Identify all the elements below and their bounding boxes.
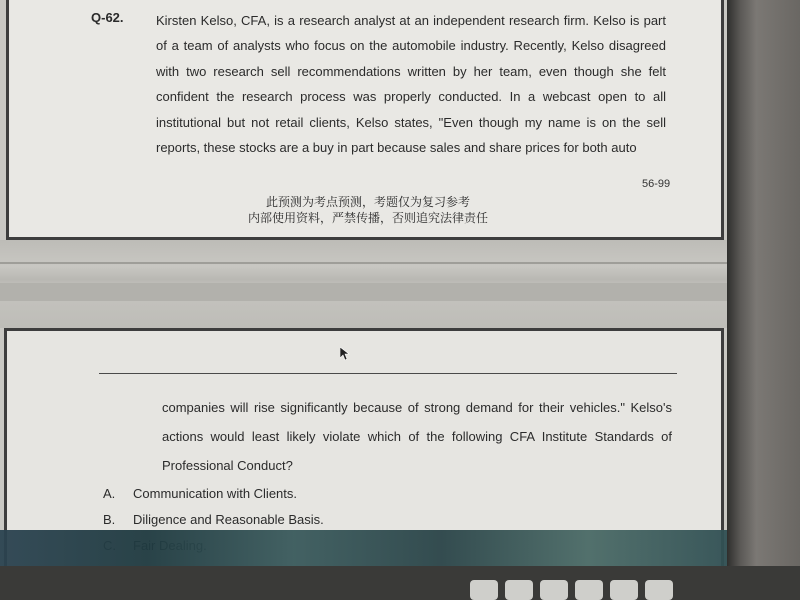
confidentiality-notice	[9, 194, 727, 226]
dock-app-icon[interactable]	[610, 580, 638, 600]
dock-app-icon[interactable]	[540, 580, 568, 600]
question-number: Q-62.	[91, 10, 124, 25]
desktop-dock	[0, 530, 735, 566]
page-number: 56-99	[642, 178, 671, 190]
header-rule	[99, 373, 677, 374]
option-text: Diligence and Reasonable Basis.	[133, 512, 324, 527]
page-gap-line	[0, 262, 735, 264]
monitor-bezel-right	[727, 0, 800, 600]
monitor-bezel-bottom	[0, 566, 800, 600]
page-gap-strip	[0, 283, 735, 301]
notice-line: 此预测为考点预测，考题仅为复习参考	[265, 195, 470, 209]
notice-line: 内部使用资料，严禁传播，否则追究法律责任	[247, 211, 488, 225]
mouse-cursor-icon	[340, 347, 350, 361]
dock-app-icon[interactable]	[470, 580, 498, 600]
option-text: Communication with Clients.	[133, 486, 298, 501]
dock-app-icon[interactable]	[505, 580, 533, 600]
option-letter: B.	[103, 512, 116, 527]
dock-app-icon[interactable]	[575, 580, 603, 600]
option-letter: A.	[103, 486, 116, 501]
question-text: Kirsten Kelso, CFA, is a research analyst at an independent research firm. Kelso is part of a team of analysts who focus on the automobile industry. Recently, Kelso disagreed with two research sell recommendations written by her team, even though she felt confident the research process was properly conducted. In a webcast open to all institutional but not retail clients, Kelso states, "Even though my name is on the sell reports, these stocks are a buy in part because sales and share prices for both auto	[156, 13, 666, 156]
document-page-top	[6, 0, 724, 240]
dock-app-icon[interactable]	[645, 580, 673, 600]
question-continuation: companies will rise significantly because of strong demand for their vehicles." Kelso's actions would least likely violate which of the following CFA Institute Standards of Professional Conduct?	[162, 400, 672, 473]
